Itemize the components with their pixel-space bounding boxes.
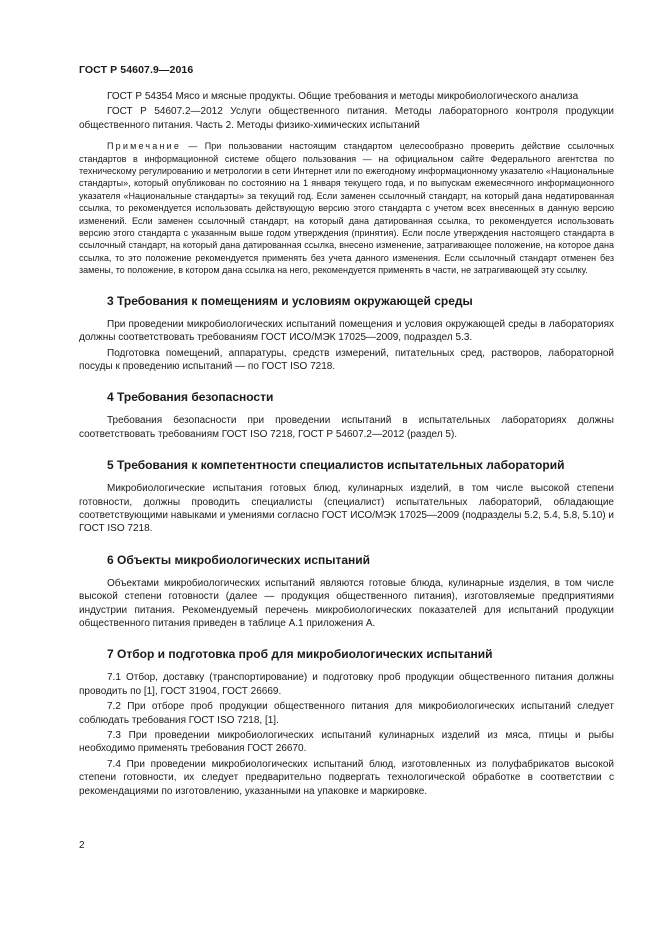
note-label: Примечание xyxy=(107,141,182,152)
section-6 xyxy=(79,553,614,631)
section-4 xyxy=(79,390,614,441)
section-paragraph: Требования безопасности при проведении испытаний в испытательных лабораториях должны соответствовать требованиям ГОСТ ISO 7218, ГОСТ Р 54607.2—2012 (раздел 5). xyxy=(79,415,614,440)
normative-references xyxy=(79,90,614,132)
section-5 xyxy=(79,458,614,536)
note-text: — При пользовании настоящим стандартом целесообразно проверить действие ссылочных стандартов в информационной системе общего пользования — на официальном сайте Федерального агентства по техническому регулированию и метрологии в сети Интернет или по ежегодному информационному указателю «Национальные стандарты», который опубликован по состоянию на 1 января текущего года, и по выпускам ежемесячного информационного указателя «Национальные стандарты» за текущий год. Если заменен ссылочный стандарт, на который дана недатированная ссылка, то рекомендуется использовать действующую версию этого стандарта с учетом всех внесенных в данную версию изменений. Если заменен ссылочный стандарт, на который дана датированная ссылка, то рекомендуется использовать версию этого стандарта с указанным выше годом утверждения (принятия). Если после утверждения настоящего стандарта в ссылочный стандарт, на который дана датированная ссылка, внесено изменение, затрагивающее положение, на которое дана ссылка, то это положение рекомендуется применять без учета данного изменения. Если ссылочный стандарт отменен без замены, то положение, в котором дана ссылка на него, рекомендуется применять в части, не затрагивающей эту ссылку. xyxy=(79,141,614,276)
note-paragraph xyxy=(79,140,614,276)
document-header: ГОСТ Р 54607.9—2016 xyxy=(79,64,194,76)
reference-item: ГОСТ Р 54607.2—2012 Услуги общественного питания. Методы лабораторного контроля продукции общественного питания. Часть 2. Методы физико-химических испытаний xyxy=(79,106,614,131)
section-paragraph: Объектами микробиологических испытаний являются готовые блюда, кулинарные изделия, в том числе высокой степени готовности (далее — продукция общественного питания), изготовляемые предприятиями индустрии питания. Рекомендуемый перечень микробиологических показателей для испытаний продукции общественного питания приведен в таблице А.1 приложения А. xyxy=(79,577,614,629)
section-paragraph: 7.4 При проведении микробиологических испытаний блюд, изготовленных из полуфабрикатов высокой степени готовности, их следует предварительно подвергать технологической обработке в соответствии с рекомендациями по изготовлению, указанными на упаковке и маркировке. xyxy=(79,758,614,797)
note-block xyxy=(79,140,614,276)
section-3 xyxy=(79,294,614,374)
section-heading: 5 Требования к компетентности специалистов испытательных лабораторий xyxy=(107,458,565,473)
section-paragraph: 7.2 При отборе проб продукции общественного питания для микробиологических испытаний следует соблюдать требования ГОСТ ISO 7218, [1]. xyxy=(79,701,614,726)
section-heading: 7 Отбор и подготовка проб для микробиологических испытаний xyxy=(107,647,493,662)
section-heading: 3 Требования к помещениям и условиям окружающей среды xyxy=(107,293,473,308)
document-body xyxy=(79,90,614,800)
section-heading: 6 Объекты микробиологических испытаний xyxy=(107,552,371,567)
reference-item: ГОСТ Р 54354 Мясо и мясные продукты. Общие требования и методы микробиологического анализа xyxy=(107,91,579,102)
page-number: 2 xyxy=(79,840,85,851)
section-paragraph: При проведении микробиологических испытаний помещения и условия окружающей среды в лабораториях должны соответствовать требованиям ГОСТ ИСО/МЭК 17025—2009, подраздел 5.3. xyxy=(79,318,614,344)
section-7 xyxy=(79,647,614,798)
section-paragraph: 7.3 При проведении микробиологических испытаний кулинарных изделий из мяса, птицы и рыбы необходимо применять требования ГОСТ 26670. xyxy=(79,730,614,755)
section-paragraph: Подготовка помещений, аппаратуры, средств измерений, питательных сред, растворов, лабораторной посуды к проведению испытаний — по ГОСТ ISO 7218. xyxy=(79,347,614,372)
section-heading: 4 Требования безопасности xyxy=(107,390,274,405)
section-paragraph: Микробиологические испытания готовых блюд, кулинарных изделий, в том числе высокой степени готовности, должны проводить специалисты (специалист) испытательных лабораторий, обладающие соответствующими навыками и умениями согласно ГОСТ ИСО/МЭК 17025—2009 (подразделы 5.2, 5.4, 5.8, 5.10) и ГОСТ ISO 7218. xyxy=(79,483,614,535)
section-paragraph: 7.1 Отбор, доставку (транспортирование) и подготовку проб продукции общественного питания должны проводить по [1], ГОСТ 31904, ГОСТ 26669. xyxy=(79,672,614,697)
